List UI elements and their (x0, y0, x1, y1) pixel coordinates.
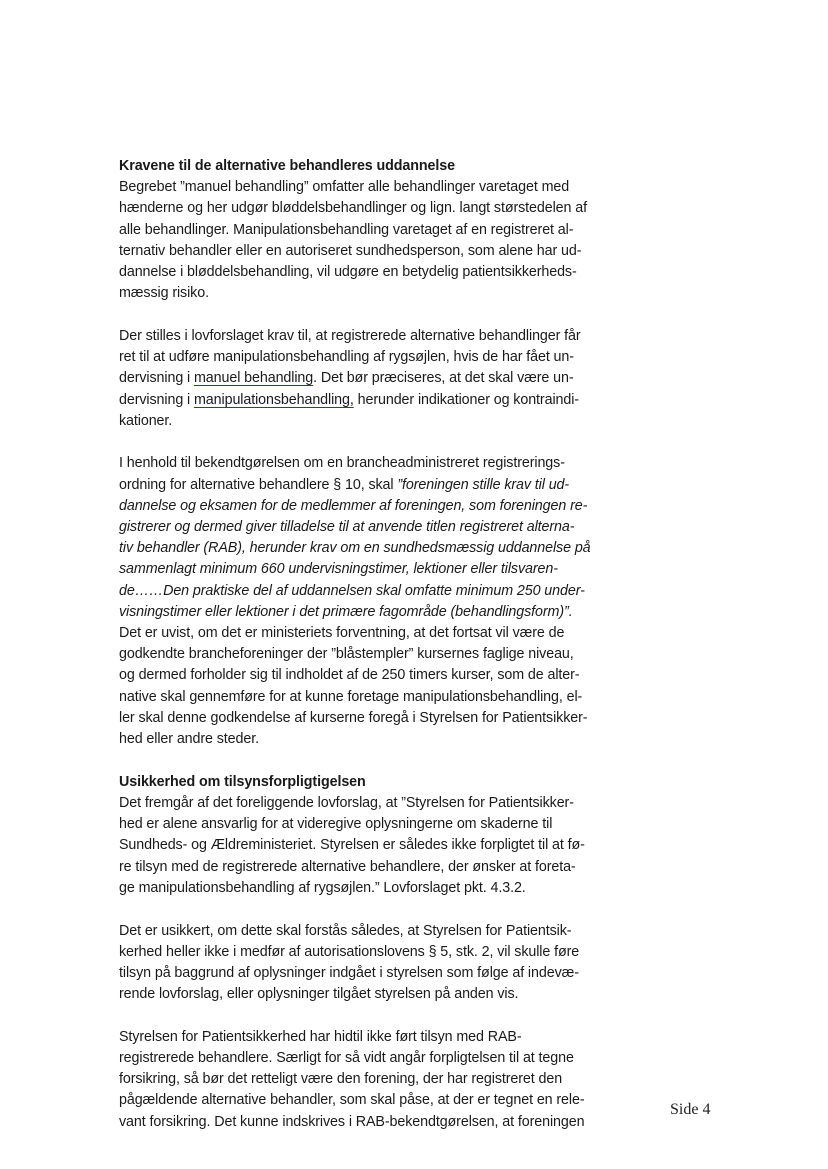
text-segment: herunder indikationer og kontraindi- (353, 391, 579, 408)
paragraph-manual-treatment (119, 177, 639, 304)
text-line: kerhed heller ikke i medfør af autorisationslovens § 5, stk. 2, vil skulle føre (119, 943, 580, 960)
text-line: registrerede behandlere. Særligt for så vidt angår forpligtelsen til at tegne (119, 1050, 574, 1067)
document-body (119, 156, 639, 1154)
text-line: rende lovforslag, eller oplysninger tilgået styrelsen på anden vis. (119, 986, 519, 1003)
text-line: forsikring, så bør det retteligt være den forening, der har registreret den (119, 1071, 563, 1088)
text-line: re tilsyn med de registrerede alternative behandlere, der ønsker at foreta- (119, 858, 576, 875)
section-heading-supervision: Usikkerhed om tilsynsforpligtigelsen (119, 773, 366, 790)
quote-line: de……Den praktiske del af uddannelsen skal omfatte minimum 250 under- (119, 582, 585, 599)
text-line (119, 390, 639, 411)
text-line: vant forsikring. Det kunne indskrives i RAB-bekendtgørelsen, at foreningen (119, 1113, 585, 1130)
text-line: ler skal denne godkendelse af kurserne foregå i Styrelsen for Patientsikker- (119, 709, 588, 726)
text-line: Det er uvist, om det er ministeriets forventning, at det fortsat vil være de (119, 625, 565, 642)
underlined-term-manipulation: manipulationsbehandling, (194, 391, 354, 408)
page-number: Side 4 (670, 1101, 711, 1118)
text-line: ternativ behandler eller en autoriseret sundhedsperson, som alene har ud- (119, 242, 582, 259)
text-line: Styrelsen for Patientsikkerhed har hidtil ikke ført tilsyn med RAB- (119, 1028, 522, 1045)
quote-line: sammenlagt minimum 660 undervisningstimer, lektioner eller tilsvaren- (119, 561, 558, 578)
text-line: pågældende alternative behandler, som skal påse, at der er tegnet en rele- (119, 1092, 585, 1109)
text-line: hed eller andre steder. (119, 731, 259, 748)
quote-line: dannelse og eksamen for de medlemmer af foreningen, som foreningen re- (119, 497, 588, 514)
text-segment: ordning for alternative behandlere § 10, skal (119, 476, 398, 493)
text-segment: dervisning i (119, 391, 194, 408)
text-line: ge manipulationsbehandling af rygsøjlen.” Lovforslaget pkt. 4.3.2. (119, 879, 526, 896)
quote-line: visningstimer eller lektioner i det primære fagområde (behandlingsform)”. (119, 603, 573, 620)
text-line: tilsyn på baggrund af oplysninger indgået i styrelsen som følge af indevæ- (119, 964, 579, 981)
quote-segment: ”foreningen stille krav til ud- (397, 476, 570, 493)
text-segment: . Det bør præciseres, at det skal være un- (313, 370, 574, 387)
quote-line: gistrerer og dermed giver tilladelse til at anvende titlen registreret alterna- (119, 519, 575, 536)
text-line: godkendte brancheforeninger der ”blåstempler” kursernes faglige niveau, (119, 646, 574, 663)
text-line: hænderne og her udgør bløddelsbehandlinger og lign. langt størstedelen af (119, 200, 587, 217)
text-line: kationer. (119, 412, 173, 429)
text-line: Begrebet ”manuel behandling” omfatter alle behandlinger varetaget med (119, 179, 570, 196)
paragraph-regulation-quote (119, 453, 639, 750)
text-line: alle behandlinger. Manipulationsbehandling varetaget af en registreret al- (119, 221, 574, 238)
quote-line: tiv behandler (RAB), herunder krav om en sundhedsmæssig uddannelse på (119, 540, 591, 557)
text-line: Det er usikkert, om dette skal forstås således, at Styrelsen for Patientsik- (119, 922, 572, 939)
paragraph-requirements (119, 326, 639, 432)
text-line: Der stilles i lovforslaget krav til, at registrerede alternative behandlinger får (119, 327, 581, 344)
text-line: I henhold til bekendtgørelsen om en brancheadministreret registrerings- (119, 455, 565, 472)
paragraph-supervision-statement (119, 793, 639, 899)
text-segment: dervisning i (119, 370, 194, 387)
text-line (119, 368, 639, 389)
text-line: dannelse i bløddelsbehandling, vil udgøre en betydelig patientsikkerheds- (119, 264, 577, 281)
text-line: mæssig risiko. (119, 285, 209, 302)
paragraph-insurance (119, 1027, 639, 1133)
text-line: hed er alene ansvarlig for at videregive oplysningerne om skaderne til (119, 816, 553, 833)
text-line: Sundheds- og Ældreministeriet. Styrelsen er således ikke forpligtet til at fø- (119, 837, 585, 854)
text-line: native skal gennemføre for at kunne foretage manipulationsbehandling, el- (119, 688, 583, 705)
paragraph-uncertainty (119, 921, 639, 1006)
underlined-term-manual-treatment: manuel behandling (194, 370, 314, 387)
text-line (119, 475, 639, 496)
text-line: ret til at udføre manipulationsbehandling af rygsøjlen, hvis de har fået un- (119, 349, 574, 366)
text-line: og dermed forholder sig til indholdet af de 250 timers kurser, som de alter- (119, 667, 580, 684)
section-heading-education: Kravene til de alternative behandleres uddannelse (119, 158, 455, 174)
text-line: Det fremgår af det foreliggende lovforslag, at ”Styrelsen for Patientsikker- (119, 794, 574, 811)
